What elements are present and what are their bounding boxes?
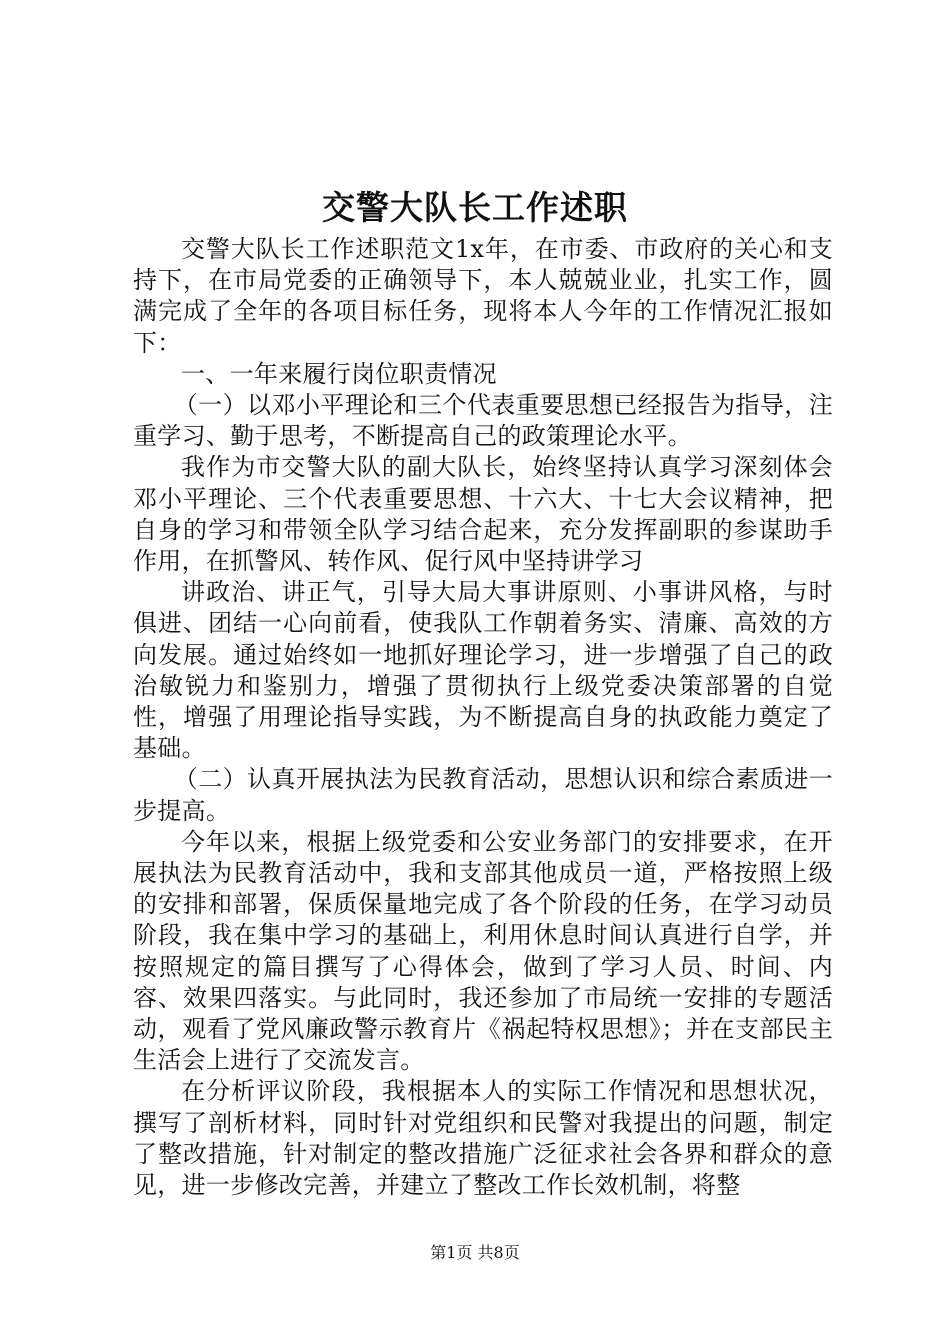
paragraph-analysis-stage: 在分析评议阶段，我根据本人的实际工作情况和思想状况，撰写了剖析材料，同时针对党组织和民警对我提出的问题，制定了整改措施，针对制定的整改措施广泛征求社会各界和群众的意见，进一步修改完善，并建立了整改工作长效机制，将整: [133, 1077, 833, 1200]
subsection-heading-2: （二）认真开展执法为民教育活动，思想认识和综合素质进一步提高。: [133, 765, 833, 825]
document-title: 交警大队长工作述职: [322, 188, 628, 227]
paragraph-study: 我作为市交警大队的副大队长，始终坚持认真学习深刻体会邓小平理论、三个代表重要思想、十六大、十七大会议精神，把自身的学习和带领全队学习结合起来，充分发挥副职的参谋助手作用，在抓警风、转作风、促行风中坚持讲学习: [133, 453, 833, 576]
paragraph-education-activity: 今年以来，根据上级党委和公安业务部门的安排要求，在开展执法为民教育活动中，我和支部其他成员一道，严格按照上级的安排和部署，保质保量地完成了各个阶段的任务，在学习动员阶段，我在集中学习的基础上，利用休息时间认真进行自学，并按照规定的篇目撰写了心得体会，做到了学习人员、时间、内容、效果四落实。与此同时，我还参加了市局统一安排的专题活动，观看了党风廉政警示教育片《祸起特权思想》；并在支部民主生活会上进行了交流发言。: [133, 827, 833, 1075]
document-body: [133, 234, 833, 1201]
paragraph-politics: 讲政治、讲正气，引导大局大事讲原则、小事讲风格，与时俱进、团结一心向前看，使我队工作朝着务实、清廉、高效的方向发展。通过始终如一地抓好理论学习，进一步增强了自己的政治敏锐力和鉴别力，增强了贯彻执行上级党委决策部署的自觉性，增强了用理论指导实践，为不断提高自身的执政能力奠定了基础。: [133, 578, 833, 763]
subsection-heading-1: （一）以邓小平理论和三个代表重要思想已经报告为指导，注重学习、勤于思考，不断提高自己的政策理论水平。: [133, 391, 833, 451]
paragraph-intro: 交警大队长工作述职范文1x年，在市委、市政府的关心和支持下，在市局党委的正确领导下，本人兢兢业业，扎实工作，圆满完成了全年的各项目标任务，现将本人今年的工作情况汇报如下：: [133, 235, 833, 357]
section-heading-1: 一、一年来履行岗位职责情况: [181, 359, 497, 388]
page-number-footer: 第1页 共8页: [430, 1243, 520, 1262]
